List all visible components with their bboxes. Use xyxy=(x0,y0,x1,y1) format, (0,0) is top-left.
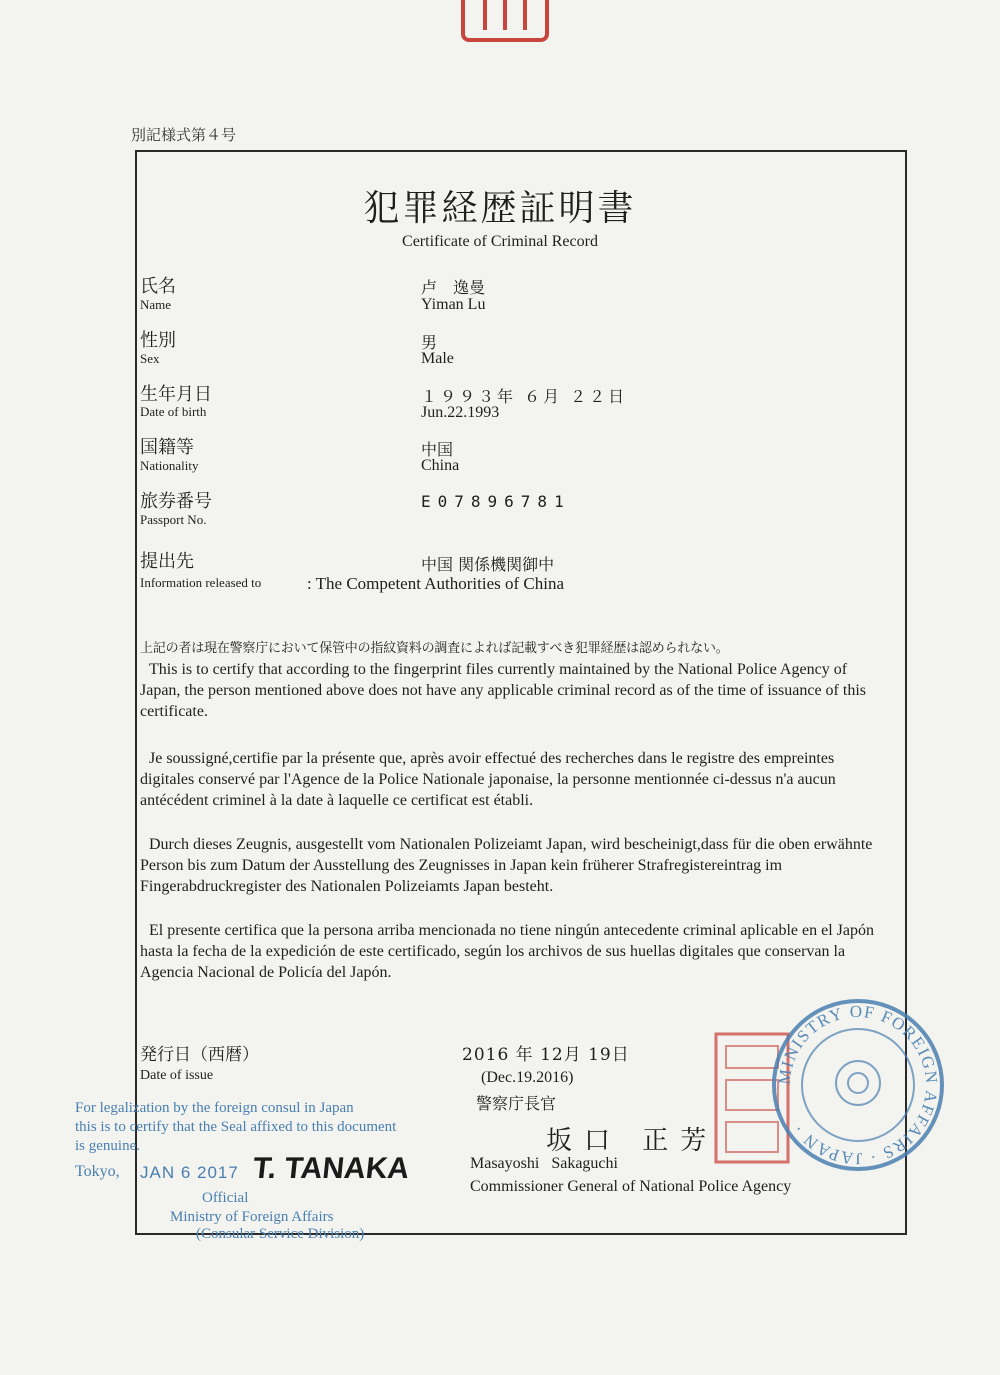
statement-japanese: 上記の者は現在警察庁において保管中の指紋資料の調査によれば記載すべき犯罪経歴は認められない。 xyxy=(140,641,729,656)
ministry-seal-text: MINISTRY OF FOREIGN AFFAIRS · JAPAN · xyxy=(774,1001,942,1169)
statement-english: This is to certify that according to the fingerprint files currently maintained by the National Police Agency of Japan, the person mentioned above does not have any applicable criminal record as of the time of issuance of this certificate. xyxy=(140,661,866,720)
name-label-jp: 氏名 xyxy=(140,276,176,297)
dob-label-jp: 生年月日 xyxy=(140,384,212,405)
release-label-jp: 提出先 xyxy=(140,551,194,572)
statement-spanish: El presente certifica que la persona arriba mencionada no tiene ningún antecedente criminal aplicable en el Japón hasta la fecha de la expedición de este certificado, según los archivos de sus huellas digitales que conservan la Agencia Nacional de Policía del Japón. xyxy=(140,922,874,981)
legalization-ministry: Ministry of Foreign Affairs xyxy=(170,1209,334,1225)
name-label-en: Name xyxy=(140,297,172,312)
sex-value-jp: 男 xyxy=(421,333,438,352)
nationality-value-jp: 中国 xyxy=(421,440,454,459)
nationality-label-en: Nationality xyxy=(140,458,199,473)
name-value-en: Yiman Lu xyxy=(421,296,486,313)
statement-german: Durch dieses Zeugnis, ausgestellt vom Nationalen Polizeiamt Japan, wird bescheinigt,dass für die oben erwähnte Person bis zum Datum der Ausstellung des Zeugnisses in Japan kein früherer Strafregistereintrag im Fingerabdruckregister des Nationalen Polizeiamts Japan besteht. xyxy=(140,836,873,895)
release-value-jp: 中国 関係機関御中 xyxy=(421,555,555,574)
sex-label-en: Sex xyxy=(140,351,160,366)
name-value-jp: 卢 逸曼 xyxy=(421,278,486,297)
sex-label-jp: 性別 xyxy=(140,330,176,351)
sex-value-en: Male xyxy=(421,350,454,367)
legalization-line-1: For legalization by the foreign consul in Japan xyxy=(75,1100,354,1116)
passport-label-en: Passport No. xyxy=(140,512,207,527)
legalization-signature: T. TANAKA xyxy=(251,1152,411,1185)
legalization-line-2: this is to certify that the Seal affixed to this document xyxy=(75,1119,397,1135)
title-japanese: 犯罪経歴証明書 xyxy=(363,188,637,229)
legalization-division: (Consular Service Division) xyxy=(196,1226,365,1242)
issue-date-label-jp: 発行日（西暦） xyxy=(140,1045,259,1065)
passport-label-jp: 旅券番号 xyxy=(140,491,212,512)
form-number: 別記様式第４号 xyxy=(131,126,237,144)
dob-value-en: Jun.22.1993 xyxy=(421,404,500,421)
legalization-official: Official xyxy=(202,1190,249,1206)
legalization-date: JAN 6 2017 xyxy=(140,1163,239,1182)
legalization-place: Tokyo, xyxy=(75,1163,120,1180)
issue-date-en: (Dec.19.2016) xyxy=(481,1069,574,1086)
dob-label-en: Date of birth xyxy=(140,404,207,419)
top-red-seal-icon xyxy=(455,0,555,48)
commissioner-signature-jp: 坂口 正芳 xyxy=(546,1126,719,1156)
commissioner-title-en: Commissioner General of National Police Agency xyxy=(470,1178,792,1195)
release-label-en: Information released to xyxy=(140,575,262,590)
ministry-round-seal-icon xyxy=(768,995,948,1175)
title-english: Certificate of Criminal Record xyxy=(402,233,598,250)
commissioner-name: Masayoshi Sakaguchi xyxy=(470,1155,618,1172)
issue-date-jp: 2016 年 12月 19日 xyxy=(462,1045,630,1065)
passport-number: E07896781 xyxy=(421,492,571,511)
nationality-value-en: China xyxy=(421,457,460,474)
dob-value-jp: １９９３年 ６月 ２２日 xyxy=(421,387,628,406)
release-value-en: : The Competent Authorities of China xyxy=(307,574,565,593)
nationality-label-jp: 国籍等 xyxy=(140,437,194,458)
issue-date-label-en: Date of issue xyxy=(140,1068,214,1083)
legalization-line-3: is genuine. xyxy=(75,1138,140,1154)
commissioner-title-jp: 警察庁長官 xyxy=(476,1094,557,1113)
statement-french: Je soussigné,certifie par la présente que, après avoir effectué des recherches dans le registre des empreintes digitales conservé par l'Agence de la Police Nationale japonaise, la personne mentionnée ci-dessus n'a aucun antécédent criminel à la date à laquelle ce certificat est établi. xyxy=(140,750,836,809)
